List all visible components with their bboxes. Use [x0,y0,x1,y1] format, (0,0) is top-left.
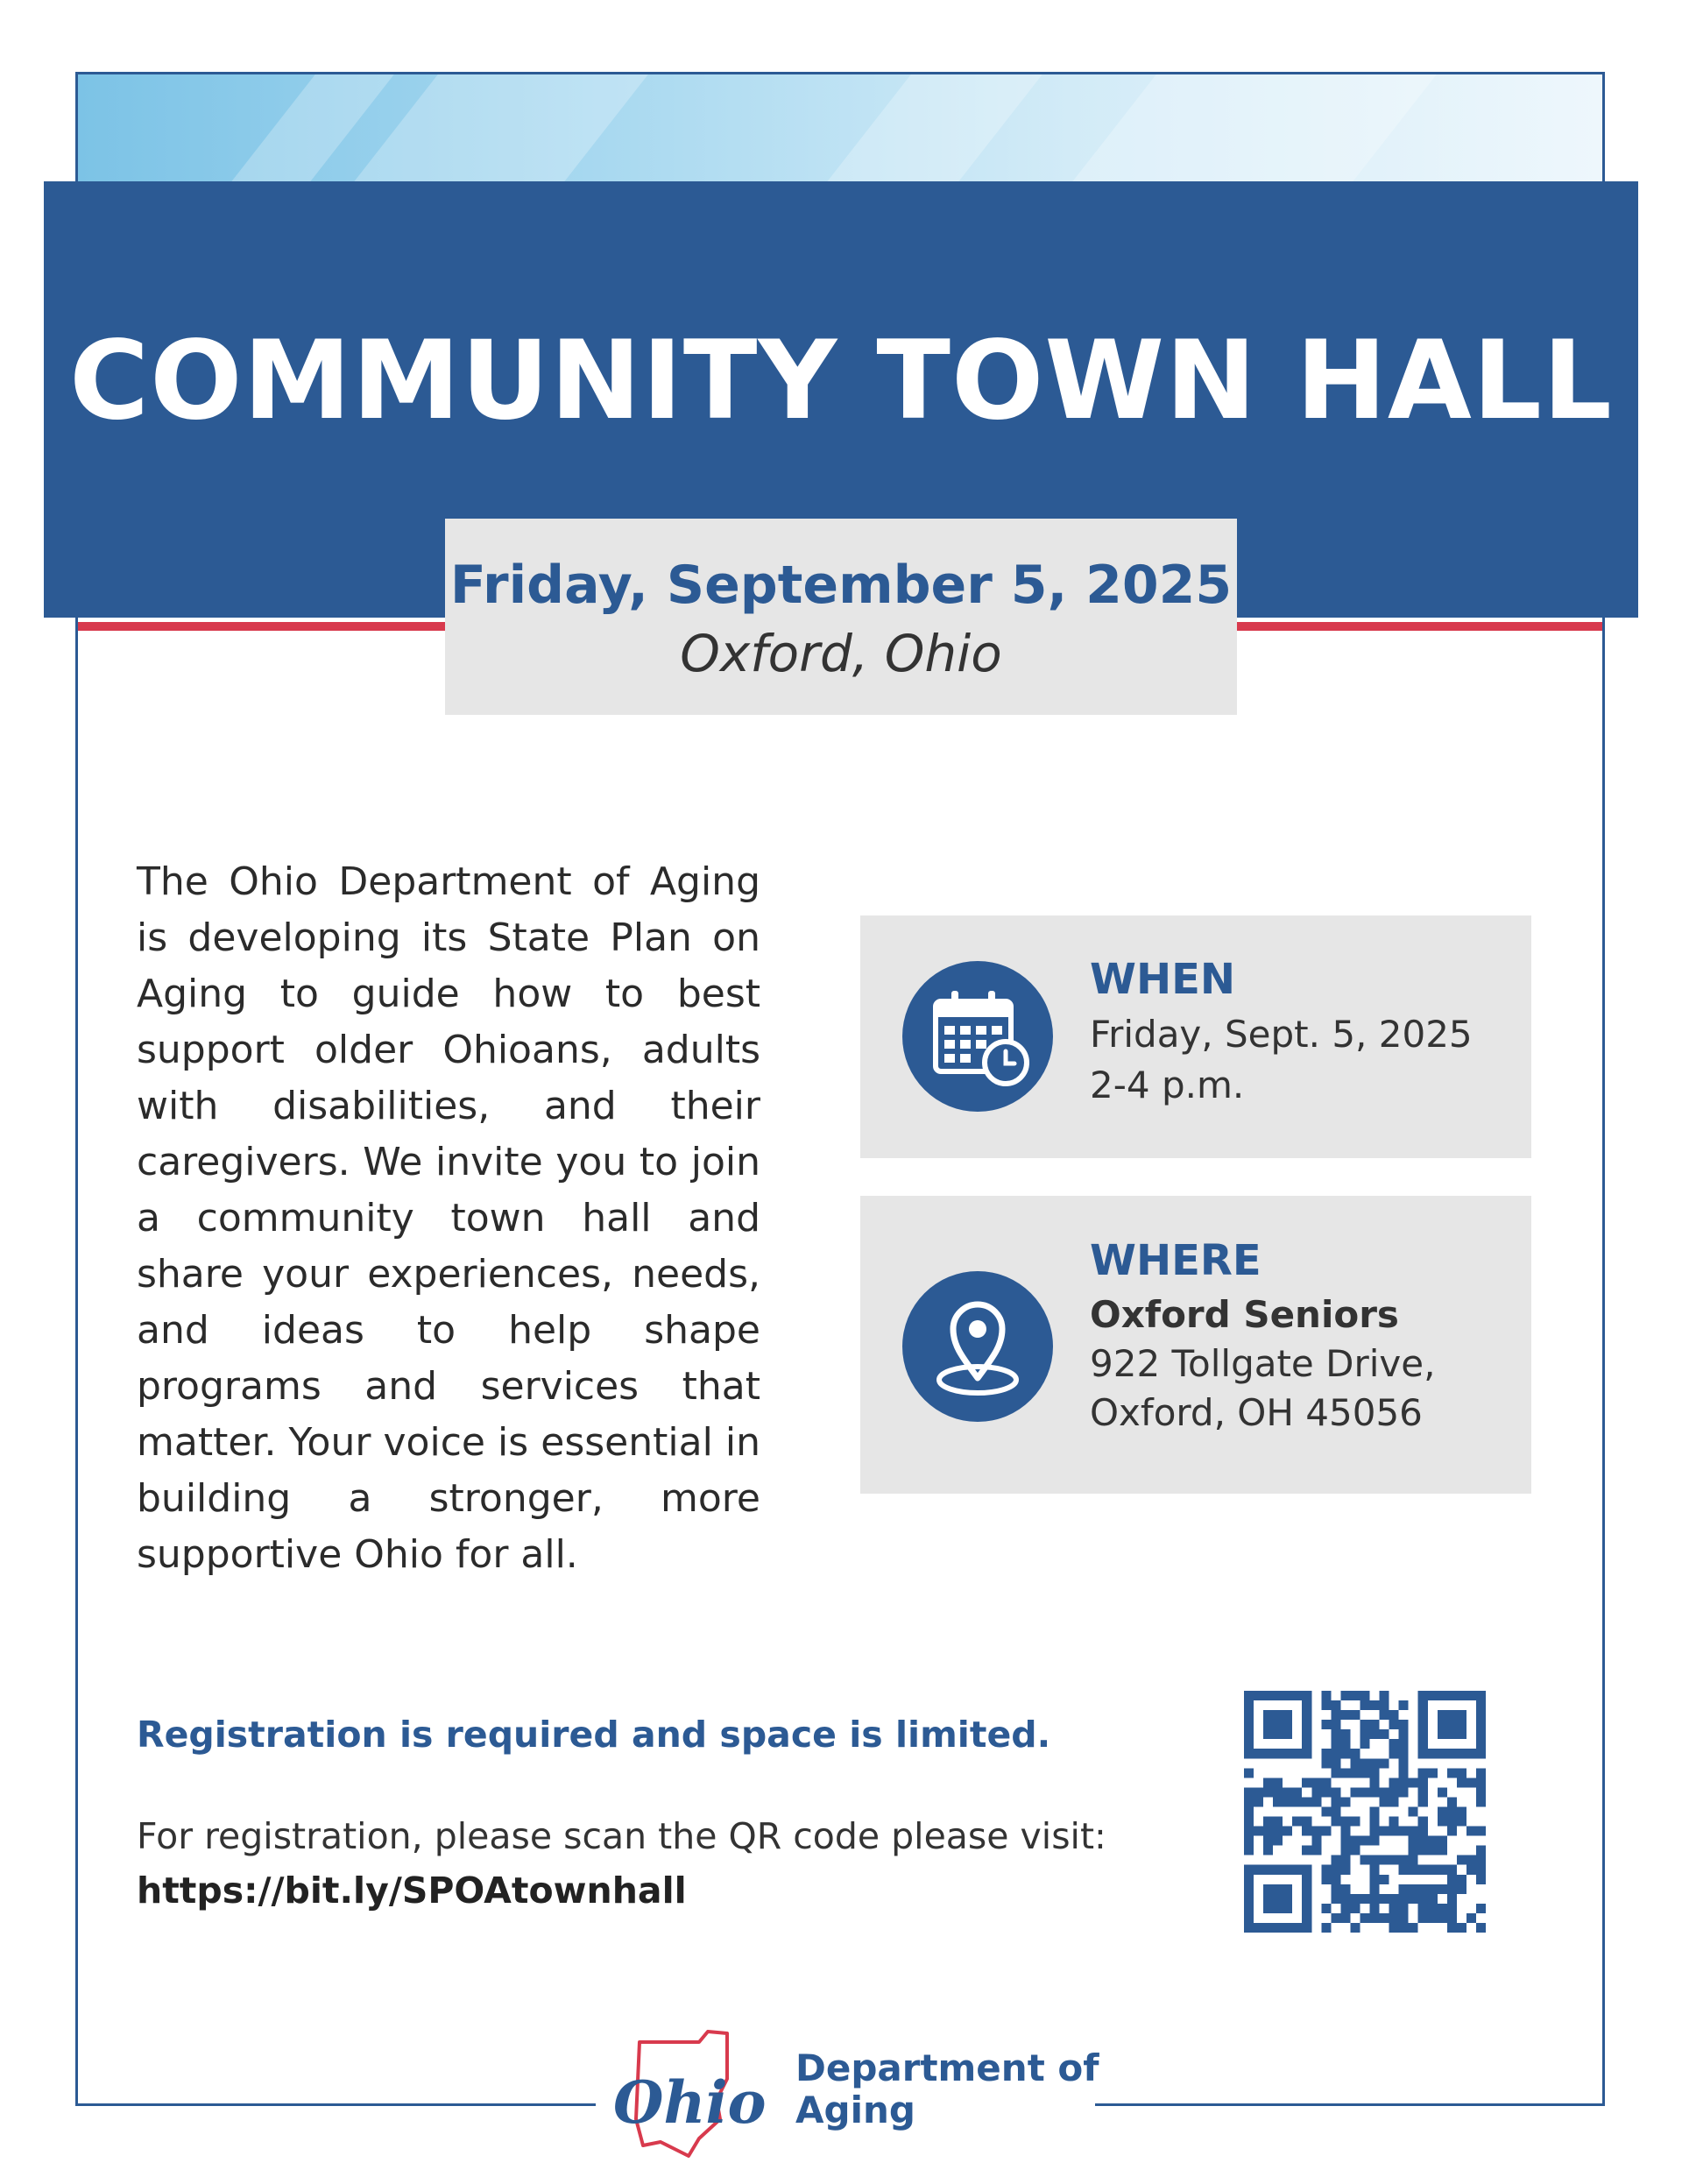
when-card [860,915,1531,1158]
calendar-clock-icon [902,961,1053,1112]
venue-street: 922 Tollgate Drive, [1090,1342,1436,1385]
when-heading: WHEN [1090,955,1236,1004]
event-date-box [445,519,1237,715]
registration-notice: Registration is required and space is limited. [137,1714,1051,1756]
venue-city: Oxford, OH 45056 [1090,1391,1423,1434]
ohio-department-of-aging-logo [604,2028,1099,2159]
registration-instructions: For registration, please scan the QR code please visit: [137,1815,1106,1857]
when-date: Friday, Sept. 5, 2025 [1090,1013,1473,1056]
accent-line-left [78,622,446,631]
header-sky-band [78,74,1602,184]
event-date: Friday, September 5, 2025 [449,555,1233,616]
department-name-line1: Department of [795,2046,1099,2089]
page-title: COMMUNITY TOWN HALL [69,318,1613,444]
ohio-state-logo-icon [604,2028,788,2159]
venue-name: Oxford Seniors [1090,1293,1399,1336]
ohio-wordmark: Ohio [613,2068,767,2137]
where-heading: WHERE [1090,1236,1262,1285]
registration-qr-code[interactable] [1244,1691,1486,1933]
when-time: 2-4 p.m. [1090,1064,1245,1106]
where-card [860,1196,1531,1494]
event-location: Oxford, Ohio [680,624,1002,683]
department-name [795,2047,1099,2131]
accent-line-right [1236,622,1602,631]
department-name-line2: Aging [795,2089,915,2131]
map-pin-icon [902,1271,1053,1422]
event-description: The Ohio Department of Aging is developing its State Plan on Aging to guide how to best support older Ohioans, adults with disabilities, and their caregivers. We invite you to join a community town hall and share your experiences, needs, and ideas to help shape programs and services that matter. Your voice is essential in building a stronger, more supportive Ohio for all. [137,859,760,1577]
registration-link[interactable]: https://bit.ly/SPOAtownhall [137,1869,687,1912]
